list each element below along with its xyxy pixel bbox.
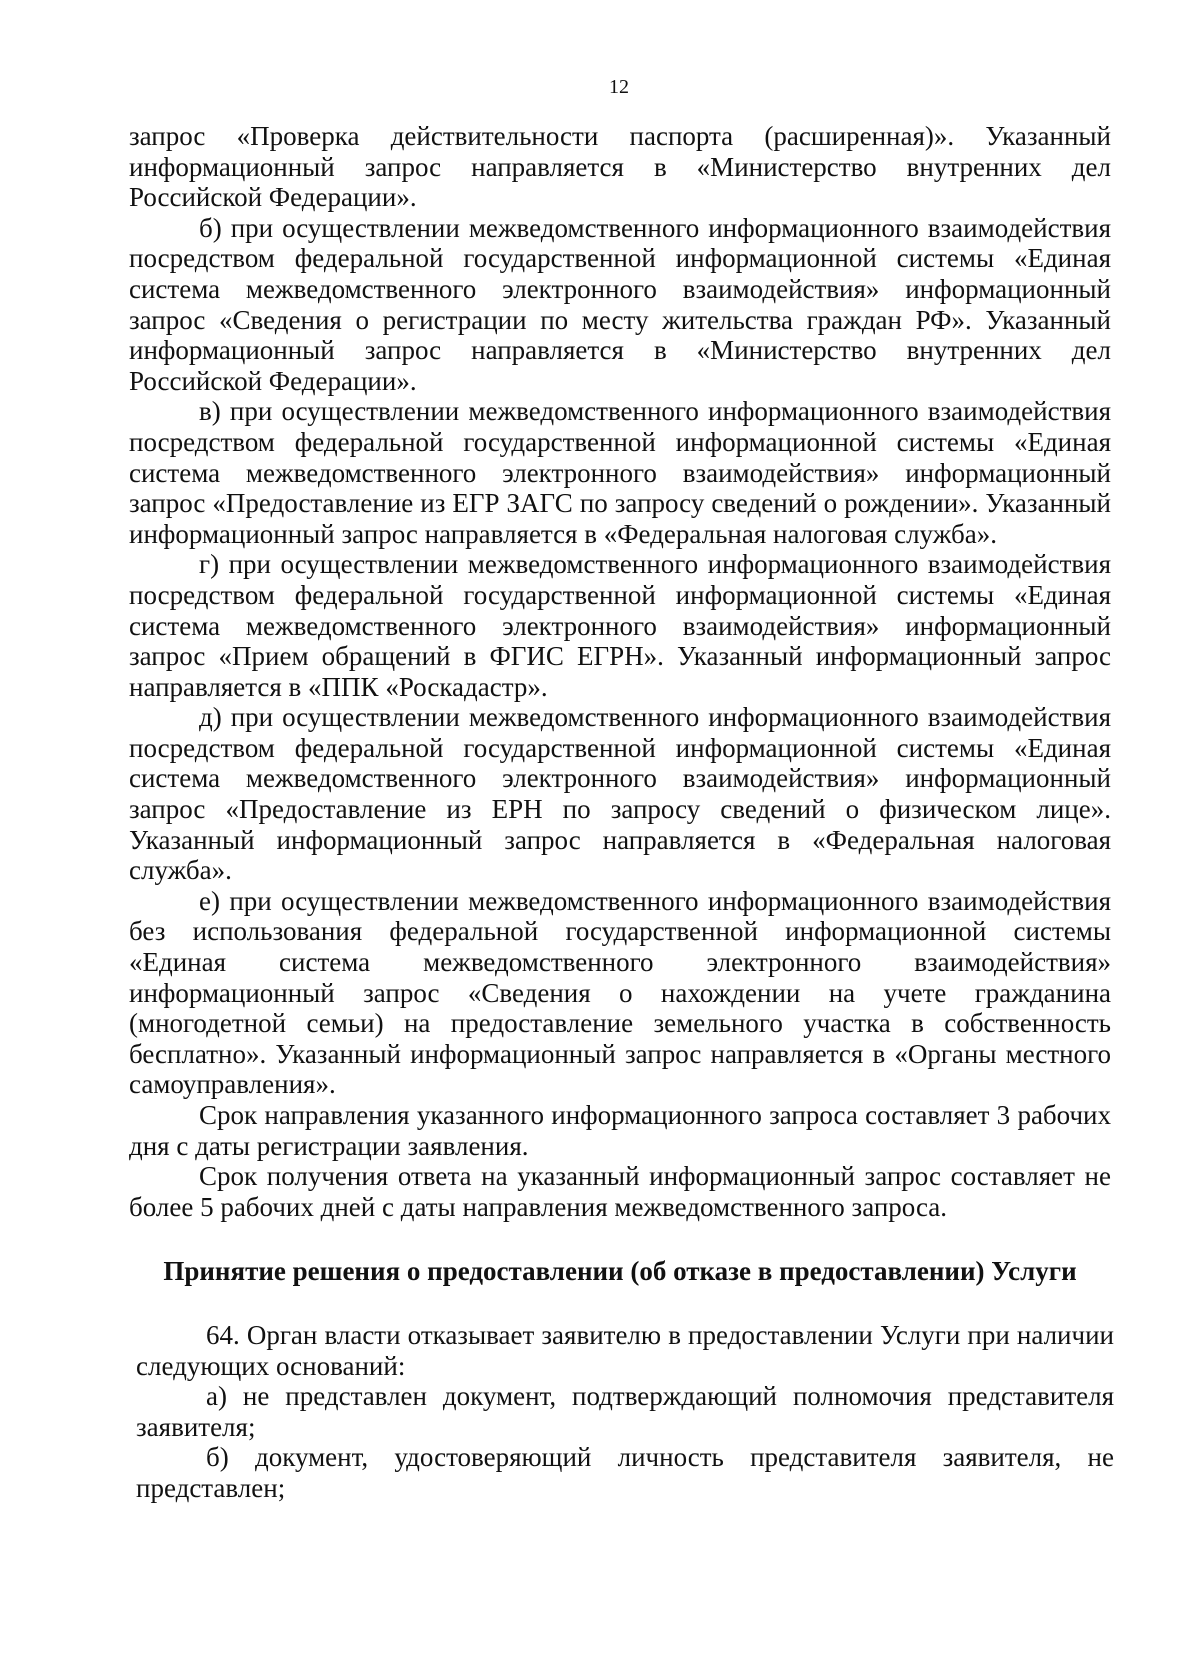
paragraph-item-e: е) при осуществлении межведомственного информационного взаимодействия без использования федеральной государственной информационной системы «Единая система межведомственного электронного взаимодействия» информационный запрос «Сведения о нахождении на учете гражданина (многодетной семьи) на предоставление земельного участка в собственность бесплатно». Указанный информационный запрос направляется в «Органы местного самоуправления». [129, 885, 1111, 1100]
paragraph-item-b: б) при осуществлении межведомственного информационного взаимодействия посредством федеральной государственной информационной системы «Единая система межведомственного электронного взаимодействия» информационный запрос «Сведения о регистрации по месту жительства граждан РФ». Указанный информационный запрос направляется в «Министерство внутренних дел Российской Федерации». [129, 212, 1111, 396]
paragraph-item-d: д) при осуществлении межведомственного информационного взаимодействия посредством федеральной государственной информационной системы «Единая система межведомственного электронного взаимодействия» информационный запрос «Предоставление из ЕРН по запросу сведений о физическом лице». Указанный информационный запрос направляется в «Федеральная налоговая служба». [129, 702, 1111, 886]
paragraph-clause-64: 64. Орган власти отказывает заявителю в предоставлении Услуги при наличии следующих оснований: [136, 1320, 1114, 1381]
page-number: 12 [609, 76, 629, 98]
paragraph-continuation: запрос «Проверка действительности паспорта (расширенная)». Указанный информационный запрос направляется в «Министерство внутренних дел Российской Федерации». [129, 121, 1111, 213]
section-heading: Принятие решения о предоставлении (об отказе в предоставлении) Услуги [163, 1256, 1077, 1286]
body-text [129, 121, 1111, 1222]
section-body-text [136, 1320, 1114, 1503]
paragraph-request-deadline: Срок направления указанного информационного запроса составляет 3 рабочих дня с даты регистрации заявления. [129, 1100, 1111, 1161]
paragraph-item-v: в) при осуществлении межведомственного информационного взаимодействия посредством федеральной государственной информационной системы «Единая система межведомственного электронного взаимодействия» информационный запрос «Предоставление из ЕГР ЗАГС по запросу сведений о рождении». Указанный информационный запрос направляется в «Федеральная налоговая служба». [129, 396, 1111, 549]
paragraph-ground-b: б) документ, удостоверяющий личность представителя заявителя, не представлен; [136, 1442, 1114, 1503]
paragraph-item-g: г) при осуществлении межведомственного информационного взаимодействия посредством федеральной государственной информационной системы «Единая система межведомственного электронного взаимодействия» информационный запрос «Прием обращений в ФГИС ЕГРН». Указанный информационный запрос направляется в «ППК «Роскадастр». [129, 549, 1111, 702]
paragraph-ground-a: а) не представлен документ, подтверждающий полномочия представителя заявителя; [136, 1381, 1114, 1442]
paragraph-response-deadline: Срок получения ответа на указанный информационный запрос составляет не более 5 рабочих дней с даты направления межведомственного запроса. [129, 1161, 1111, 1222]
